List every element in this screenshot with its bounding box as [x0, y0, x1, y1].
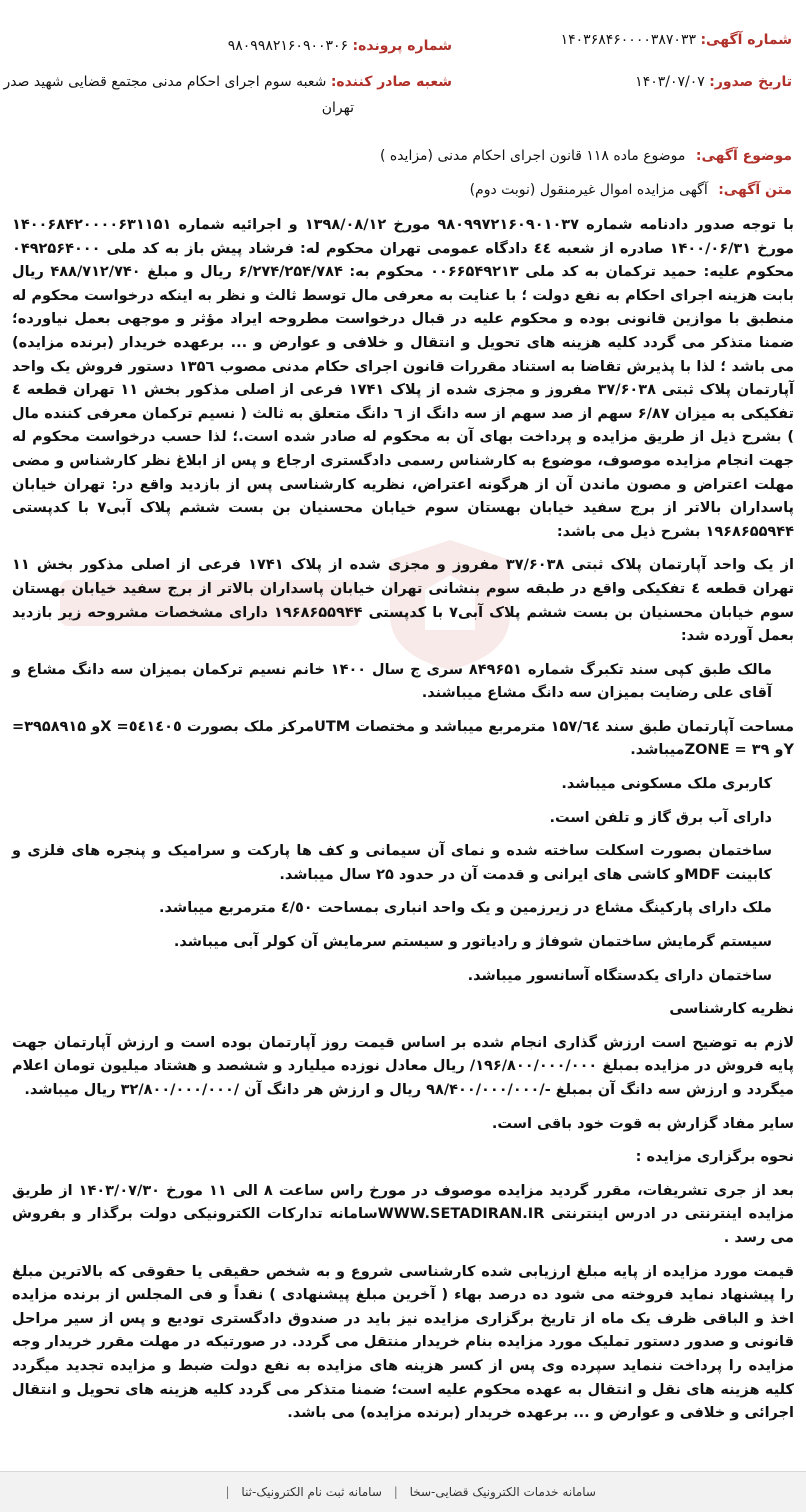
file-number-label: شماره پرونده:	[352, 38, 452, 54]
announcement-body	[12, 214, 794, 1436]
footer-link-sakha[interactable]: سامانه خدمات الکترونیک قضایی-سخا	[409, 1485, 596, 1499]
paragraph-elevator: ساختمان دارای یکدستگاه آسانسور میباشد.	[467, 967, 772, 984]
footer-links	[218, 1472, 596, 1512]
paragraph-usage: کاربری ملک مسکونی میباشد.	[561, 776, 772, 793]
paragraph-other: سایر مفاد گزارش به قوت خود باقی است.	[491, 1115, 794, 1132]
issuer-label: شعبه صادر کننده:	[330, 74, 452, 90]
paragraph-intro: با توجه صدور دادنامه شماره ۹۸۰۹۹۷۲۱۶۰۹۰۱۰۳۷ مورخ ۱۳۹۸/۰۸/۱۲ و اجرائیه شماره ۱۴۰۰۶۸۴۲۰۰۰۰۶۳۱۱۵۱ مورخ ۱۴۰۰/۰۶/۳۱ صادره از شعبه ٤٤ دادگاه عمومی تهران محکوم له: فرشاد پیش باز به کد ملی ۰۴۹۲۵۶۴۰۰۰ محکوم علیه: حمید ترکمان به کد ملی ۰۰۶۶۵۴۹۲۱۳ محکوم به: ۶/۲۷۴/۲۵۴/۷۸۴ ریال و مبلغ ۴۸۸/۷۱۲/۷۴۰ ریال بابت هزینه اجرای احکام به نفع دولت ؛ با عنایت به معرفی مال توسط ثالث و نظر به اینکه درخواست محکوم له منطبق با موازین قانونی بوده و محکوم علیه در قبال درخواست مطروحه ایراد مؤثر و موجهی بعمل نیاورده؛ ضمنا متذکر می گردد کلیه هزینه های تحویل و انتقال و خلافی و عوارض و ... برعهده خریدار (برنده مزایده) می باشد ؛ لذا با پذیرش تقاضا به استناد مقررات قانون اجرای حکام مدنی مصوب ۱۳۵٦ دستور فروش یک واحد آپارتمان پلاک ثبتی ۳۷/۶۰۳۸ مفروز و مجزی شده از پلاک ۱۷۴۱ فرعی از اصلی مذکور بخش ۱۱ تهران قطعه ٤ تفکیکی به میزان ۶/۸۷ سهم از صد سهم از سه دانگ از ٦ دانگ متعلق به ثالث ( نسیم ترکمان معرفی کننده مال ) بشرح ذیل از طریق مزایده و پرداخت بهای آن به محکوم له صادر شده است.؛ لذا حسب درخواست محکوم له جهت انجام مزایده موصوف، موضوع به کارشناس رسمی دادگستری ارجاع و پس از ابلاغ نظر کارشناس و مضی مهلت اعتراض و مصون ماندن آن از هرگونه اعتراض، نظریه کارشناسی پس از بازدید واقع در: تهران خیابان پاسداران بالاتر از برج سفید خیابان بهستان سوم خیابان محسنیان بن بست ششم پلاک آبی۷ با کدپستی ۱۹۶۸۶۵۵۹۴۴ بشرح ذیل می باشد:	[12, 217, 794, 540]
paragraph-valuation: لازم به توضیح است ارزش گذاری انجام شده بر اساس قیمت روز آپارتمان بوده است و ارزش آپارتمان جهت پایه فروش در مزایده بمبلغ ۱۹۶/۸۰۰/۰۰۰/۰۰۰/ ریال معادل نوزده میلیارد و ششصد و هشتاد میلیون تومان اعلام میگردد و ارزش سه دانگ آن بمبلغ -/۹۸/۴۰۰/۰۰۰/۰۰۰ ریال و ارزش هر دانگ آن /۳۲/۸۰۰/۰۰۰/۰۰۰ ریال میباشد.	[12, 1034, 794, 1098]
site-footer	[0, 1471, 806, 1512]
file-number-value: ۹۸۰۹۹۸۲۱۶۰۹۰۰۳۰۶	[227, 38, 349, 54]
subject	[380, 146, 792, 166]
announcement-header	[3, 30, 792, 130]
issue-date-value: ۱۴۰۳/۰۷/۰۷	[635, 74, 705, 90]
issue-date-label: تاریخ صدور:	[709, 74, 792, 90]
ad-text-value: آگهی مزایده اموال غیرمنقول (نوبت دوم)	[469, 182, 708, 198]
paragraph-owner: مالک طبق کپی سند تکبرگ شماره ۸۴۹۶۵۱ سری ج سال ۱۴۰۰ خانم نسیم ترکمان بمیزان سه دانگ مشاع و آقای علی رضایت بمیزان سه دانگ مشاع میباشند.	[12, 661, 773, 702]
paragraph-utilities: دارای آب برق گاز و تلفن است.	[549, 809, 772, 826]
paragraph-construction: ساختمان بصورت اسکلت ساخته شده و نمای آن سیمانی و کف ها پارکت و سرامیک و پنجره های فلزی و کابینت MDFو کاشی های ایرانی و قدمت آن در حدود ۲۵ سال میباشد.	[12, 843, 772, 883]
ad-number	[561, 30, 792, 50]
auction-method-heading: نحوه برگزاری مزایده :	[635, 1149, 794, 1166]
footer-separator: |	[393, 1485, 398, 1499]
footer-separator-end: |	[225, 1485, 230, 1499]
subject-label: موضوع آگهی:	[695, 148, 792, 164]
issue-date	[635, 72, 792, 92]
ad-number-value: ۱۴۰۳۶۸۴۶۰۰۰۰۳۸۷۰۳۳	[560, 32, 696, 48]
paragraph-auction-terms: قیمت مورد مزایده از پایه مبلغ ارزیابی شده کارشناسی شروع و به شخص حقیقی یا حقوقی که بالاترین مبلغ را پیشنهاد نماید فروخته می شود ده درصد بهاء ( آخرین مبلغ پیشنهادی ) نقداً و فی المجلس از برنده مزایده اخذ و الباقی ظرف یک ماه از تاریخ برگزاری مزایده نیز باید در صندوق دادگستری تودیع و پس از سیر مراحل قانونی و صدور دستور تملیک مورد مزایده بنام خریدار منتقل می گردد. در صورتیکه در مهلت مقرر خریدار وجه مزایده را پرداخت ننماید سپرده وی پس از کسر هزینه های مزایده به نفع دولت ضبط و مزایده تجدید میگردد کلیه هزینه های نقل و انتقال به عهده محکوم علیه است؛ ضمنا متذکر می گردد کلیه هزینه های تحویل و انتقال اجرائی و خلافی و عوارض و ... برعهده خریدار (برنده مزایده) می باشد.	[12, 1263, 794, 1422]
expert-opinion-heading: نظریه کارشناسی	[669, 1001, 794, 1018]
paragraph-parking: ملک دارای پارکینگ مشاع در زیرزمین و یک واحد انباری بمساحت ٤/٥٠ مترمربع میباشد.	[159, 900, 772, 917]
paragraph-auction-date: بعد از جری تشریفات، مقرر گردید مزایده موصوف در مورخ راس ساعت ۸ الی ۱۱ مورخ ۱۴۰۳/۰۷/۳۰ از طریق مزایده اینترنتی در ادرس اینترنتی WWW.SETADIRAN.IRسامانه تدارکات الکترونیکی دولت برگذار و بفروش می رسد .	[12, 1182, 794, 1246]
ad-text-label: متن آگهی:	[718, 182, 792, 198]
issuer-line2: تهران	[321, 100, 354, 116]
issuer	[3, 72, 452, 92]
file-number	[228, 36, 452, 56]
footer-link-sana[interactable]: سامانه ثبت نام الکترونیک-ثنا	[241, 1485, 382, 1499]
issuer-line1: شعبه سوم اجرای احکام مدنی مجتمع قضایی شهید صدر	[3, 74, 327, 90]
subject-value: موضوع ماده ۱۱۸ قانون اجرای احکام مدنی (مزایده )	[379, 148, 686, 164]
ad-number-label: شماره آگهی:	[700, 32, 792, 48]
paragraph-property: از یک واحد آپارتمان پلاک ثبتی ۳۷/۶۰۳۸ مفروز و مجزی شده از پلاک ۱۷۴۱ فرعی از اصلی مذکور بخش ۱۱ تهران قطعه ٤ تفکیکی واقع در طبقه سوم بنشانی تهران خیابان پاسداران بالاتر از برج سفید خیابان بهستان سوم خیابان محسنیان بن بست ششم پلاک آبی۷ با کدپستی ۱۹۶۸۶۵۵۹۴۴ دارای مشخصات مشروحه زیر بازدید بعمل آورده شد:	[12, 557, 794, 645]
paragraph-area: مساحت آپارتمان طبق سند ۱۵۷/٦٤ مترمربع میباشد و مختصات UTMمرکز ملک بصورت ٥٤١٤٠٥= Xو ۳۹۵۸۹۱۵= Yو ۳۹ = ZONEمیباشد.	[12, 718, 795, 759]
ad-text	[470, 180, 792, 200]
paragraph-heating: سیستم گرمایش ساختمان شوفاژ و رادیاتور و سیستم سرمایش آن کولر آبی میباشد.	[173, 934, 772, 951]
